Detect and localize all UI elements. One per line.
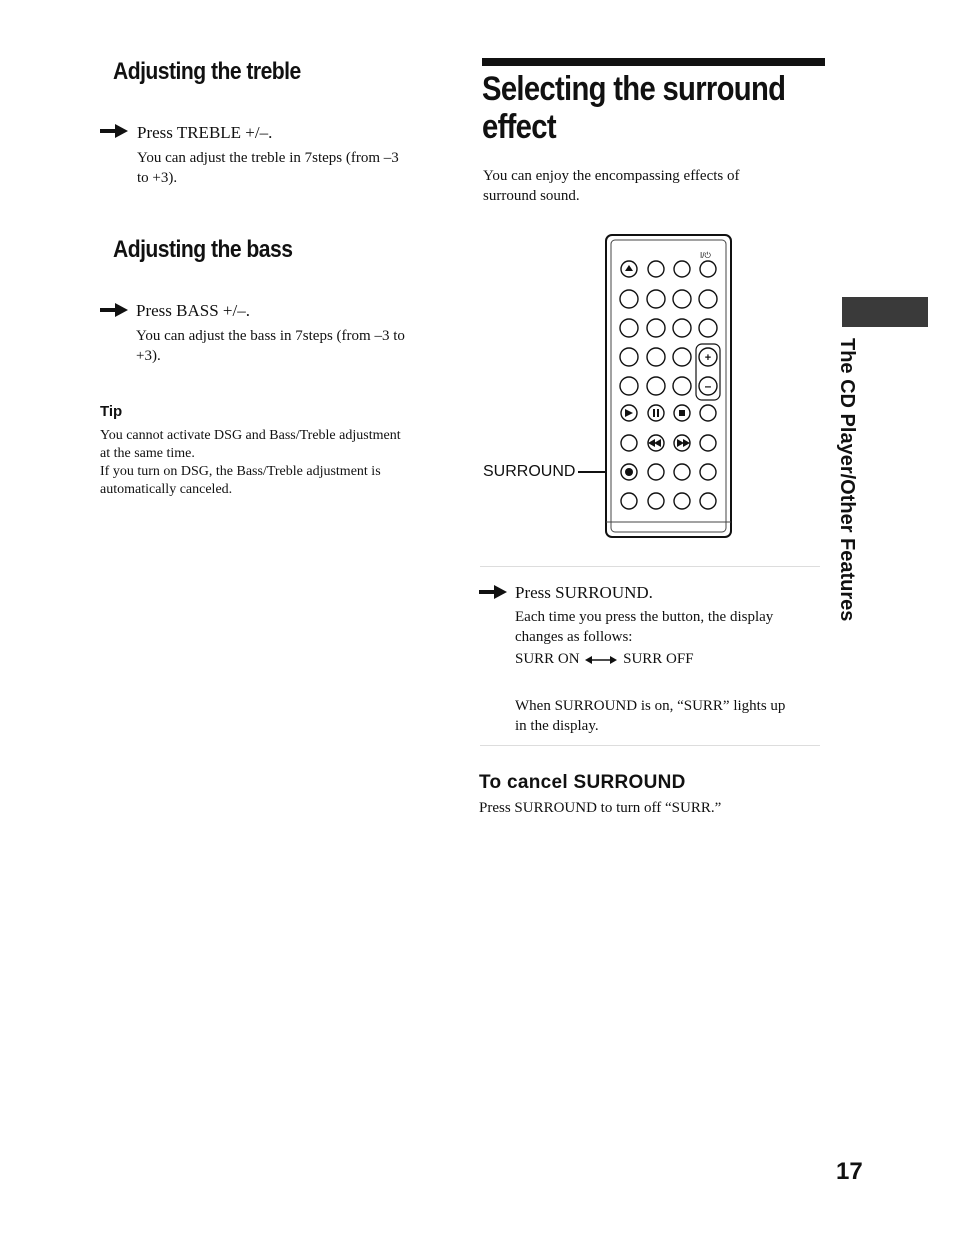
remote-button [674,261,690,277]
tip-line3: If you turn on DSG, the Bass/Treble adjustment is [100,464,381,479]
surround-intro-line2: surround sound. [483,188,580,204]
remote-button [700,493,716,509]
cancel-surround-text: Press SURROUND to turn off “SURR.” [479,800,722,816]
remote-number-button [647,377,665,395]
section-tab-label: The CD Player/Other Features [836,338,858,622]
remote-number-button [620,348,638,366]
treble-desc-line1: You can adjust the treble in 7steps (from –3 [137,150,399,166]
remote-number-button [620,319,638,337]
remote-button [700,464,716,480]
section-divider [480,566,820,567]
remote-number-button [673,348,691,366]
remote-number-button [620,290,638,308]
step-arrow-icon [100,303,128,317]
tip-heading: Tip [100,403,123,420]
step-arrow-icon [479,585,507,599]
surround-heading-line2: effect [482,108,556,146]
svg-text:–: – [704,379,712,393]
remote-button [648,464,664,480]
treble-step: Press TREBLE +/–. [137,123,273,142]
remote-number-button [647,319,665,337]
bass-desc-line2: +3). [136,348,161,364]
remote-button [699,290,717,308]
surround-note-line2: in the display. [515,718,599,734]
remote-number-button [647,348,665,366]
remote-button [621,493,637,509]
heading-rule [482,58,825,66]
treble-desc-line2: to +3). [137,170,178,186]
remote-control-illustration [570,232,740,544]
remote-button [674,493,690,509]
remote-power-button [700,261,716,277]
remote-pause-button [648,405,664,421]
remote-button [674,464,690,480]
surr-off-label: SURR OFF [623,651,694,667]
double-arrow-icon [585,655,617,665]
remote-number-button [673,290,691,308]
surround-step: Press SURROUND. [515,583,653,602]
remote-button [648,261,664,277]
bass-heading: Adjusting the bass [113,236,293,263]
remote-button [699,319,717,337]
surround-desc-line2: changes as follows: [515,629,633,645]
tip-line1: You cannot activate DSG and Bass/Treble adjustment [100,428,401,443]
remote-number-button [620,377,638,395]
surr-on-label: SURR ON [515,651,580,667]
svg-text:+: + [704,352,712,364]
surround-desc-line1: Each time you press the button, the display [515,609,774,625]
remote-button [700,405,716,421]
remote-number-button [673,377,691,395]
remote-power-label: I/⏻ [700,251,711,260]
remote-number-button [647,290,665,308]
remote-button [700,435,716,451]
treble-heading: Adjusting the treble [113,58,301,85]
section-tab-marker [842,297,928,327]
remote-button [621,435,637,451]
remote-number-button [673,319,691,337]
tip-line4: automatically canceled. [100,482,233,497]
surround-toggle-line [515,649,694,669]
tip-line2: at the same time. [100,446,195,461]
page-number: 17 [836,1158,863,1185]
remote-button [648,493,664,509]
surround-callout-label: SURROUND [483,463,576,480]
bass-step: Press BASS +/–. [136,301,250,320]
surround-note-line1: When SURROUND is on, “SURR” lights up [515,698,786,714]
surround-intro-line1: You can enjoy the encompassing effects of [483,168,740,184]
step-arrow-icon [100,124,128,138]
cancel-surround-heading: To cancel SURROUND [479,772,686,793]
bass-desc-line1: You can adjust the bass in 7steps (from –3 to [136,328,405,344]
surround-heading-line1: Selecting the surround [482,70,786,108]
section-divider [480,745,820,746]
